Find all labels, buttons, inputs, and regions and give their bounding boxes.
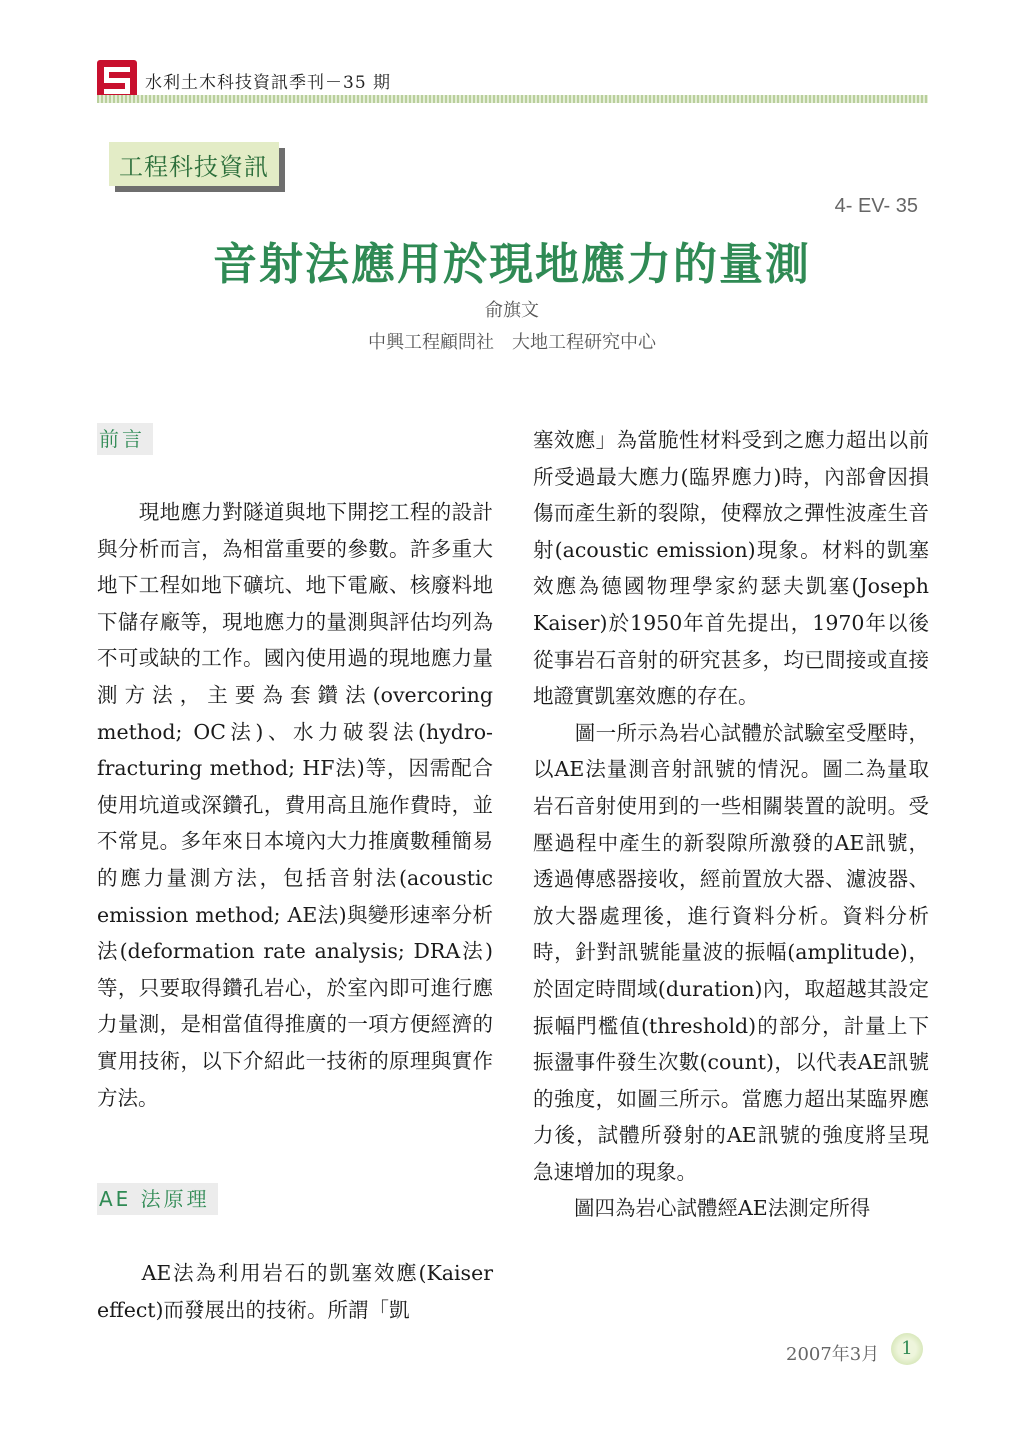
journal-title: 水利土木科技資訊季刊－35 期 — [145, 73, 392, 93]
intro-text: 現地應力對隧道與地下開挖工程的設計與分析而言，為相當重要的參數。許多重大地下工程如地下礦坑、地下電廠、核廢料地下儲存廠等，現地應力的量測與評估均列為不可或缺的工作。國內使用過的現地應力量測方法，主要為套鑽法(overcoring method; OC法)、水力破裂法(hydro-fracturing method; HF法)等，因需配合使用坑道或深鑽孔，費用高且施作費時，並不常見。多年來日本境內大力推廣數種簡易的應力量測方法，包括音射法(acoustic emission method; AE法)與變形速率分析法(deformation rate analysis; DRA法)等，只要取得鑽孔岩心，於室內即可進行應力量測，是相當值得推廣的一項方便經濟的實用技術，以下介紹此一技術的原理與實作方法。 — [97, 500, 493, 1110]
affiliation-org: 中興工程顧問社 — [368, 332, 494, 353]
figure4-paragraph: 圖四為岩心試體經AE法測定所得 — [533, 1196, 871, 1221]
author-name: 俞旗文 — [485, 300, 539, 321]
right-column — [533, 422, 929, 1227]
ae-principle-paragraph — [97, 1255, 493, 1328]
affiliation — [0, 328, 1024, 354]
ae-principle-text: AE法為利用岩石的凱塞效應(Kaiser effect)而發展出的技術。所謂「凱 — [97, 1261, 493, 1322]
article-title: 音射法應用於現地應力的量測 — [213, 239, 811, 290]
section-heading-ae-principle: AE 法原理 — [97, 1183, 218, 1215]
kaiser-effect-paragraph: 塞效應」為當脆性材料受到之應力超出以前所受過最大應力(臨界應力)時，內部會因損傷而產生新的裂隙，使釋放之彈性波產生音射(acoustic emission)現象。材料的凱塞效應為德國物理學家約瑟夫凱塞(Joseph Kaiser)於1950年首先提出，1970年以後從事岩石音射的研究甚多，均已間接或直接地證實凱塞效應的存在。 — [533, 428, 929, 709]
header-divider — [97, 95, 928, 103]
page-number: 1 — [891, 1333, 923, 1365]
section-heading-intro: 前言 — [97, 423, 153, 455]
section-tag-label: 工程科技資訊 — [109, 142, 279, 186]
issue-date: 2007年3月 — [786, 1344, 880, 1365]
intro-paragraph — [97, 494, 493, 1116]
article-code: 4- EV- 35 — [834, 195, 918, 217]
figure-description-paragraph: 圖一所示為岩心試體於試驗室受壓時，以AE法量測音射訊號的情況。圖二為量取岩石音射使用到的一些相關裝置的說明。受壓過程中產生的新裂隙所激發的AE訊號，透過傳感器接收，經前置放大器、濾波器、放大器處理後，進行資料分析。資料分析時，針對訊號能量波的振幅(amplitude)，於固定時間域(duration)內，取超越其設定振幅門檻值(threshold)的部分，計量上下振盪事件發生次數(count)，以代表AE訊號的強度，如圖三所示。當應力超出某臨界應力後，試體所發射的AE訊號的強度將呈現急速增加的現象。 — [533, 720, 929, 1184]
section-tag — [109, 142, 285, 192]
affiliation-dept: 大地工程研究中心 — [512, 332, 656, 353]
